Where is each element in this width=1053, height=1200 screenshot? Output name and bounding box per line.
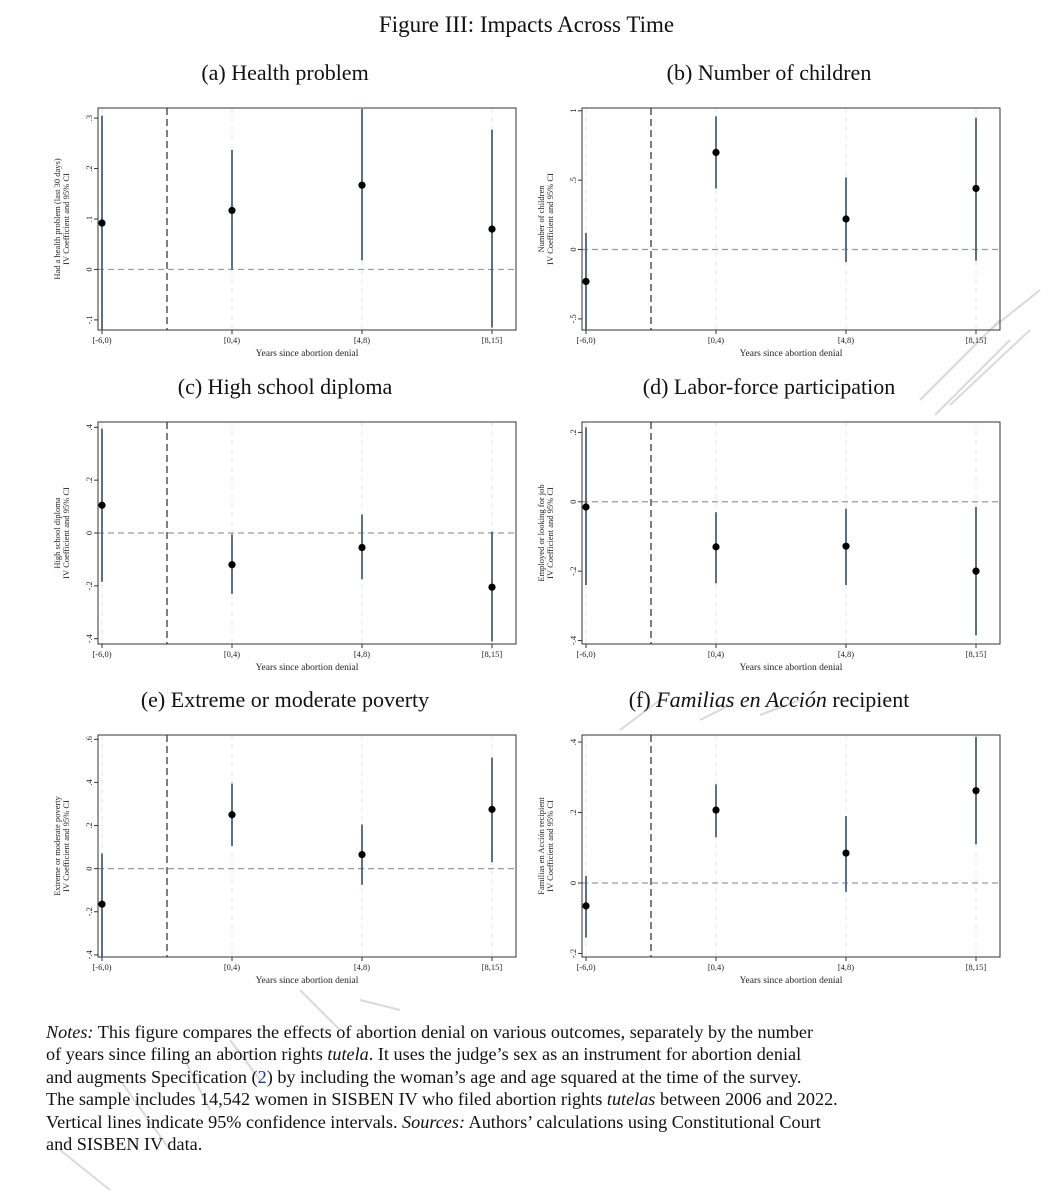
- y-tick-label: 1: [568, 108, 578, 113]
- y-axis-title: IV Coefficient and 95% CI: [545, 173, 555, 265]
- y-tick-label: -.4: [568, 635, 578, 646]
- point-estimate: [98, 502, 105, 509]
- panel-a: [40, 60, 530, 360]
- y-tick-label: 0: [568, 499, 578, 504]
- point-estimate: [842, 849, 849, 856]
- x-tick-label: [8,15]: [481, 649, 503, 659]
- point-estimate: [842, 215, 849, 222]
- point-estimate: [488, 225, 495, 232]
- x-tick-label: [0,4): [223, 335, 241, 345]
- y-tick-label: 0: [568, 247, 578, 252]
- x-tick-label: [8,15]: [965, 335, 987, 345]
- panel-title: (f) Familias en Acción recipient: [628, 687, 910, 712]
- y-tick-label: .5: [568, 176, 578, 184]
- x-tick-label: [8,15]: [965, 962, 987, 972]
- point-estimate: [228, 811, 235, 818]
- x-tick-label: [-6,0): [576, 649, 596, 659]
- y-tick-label: .2: [568, 809, 578, 816]
- point-estimate: [972, 568, 979, 575]
- y-tick-label: -.4: [84, 634, 94, 644]
- x-tick-label: [8,15]: [481, 335, 503, 345]
- chart-svg: [524, 374, 1014, 674]
- y-tick-label: .1: [84, 215, 94, 223]
- x-tick-label: [-6,0): [92, 335, 112, 345]
- panel-e: [40, 687, 530, 987]
- y-tick-label: 0: [568, 880, 578, 886]
- chart-svg: [40, 60, 530, 360]
- panel-title: (b) Number of children: [666, 60, 872, 85]
- x-axis-title: Years since abortion denial: [739, 976, 843, 986]
- y-axis-title: IV Coefficient and 95% CI: [61, 173, 71, 265]
- x-tick-label: [0,4): [707, 335, 725, 345]
- figure-notes: Notes: This figure compares the effects of abortion denial on various outcomes, separately by the number of years since filing an abortion rights tutela. It uses the judge’s sex as an instrument for abortion denial and augments Specification (2) by including the woman’s age and age squared at the time of the survey. The sample includes 14,542 women in SISBEN IV who filed abortion rights tutelas between 2006 and 2022. Vertical lines indicate 95% confidence intervals. Sources: Authors’ calculations using Constitutional Court and SISBEN IV data.: [46, 1022, 838, 1155]
- y-tick-label: .2: [568, 429, 578, 436]
- point-estimate: [228, 561, 235, 568]
- point-estimate: [582, 503, 589, 510]
- y-tick-label: -.2: [84, 907, 94, 917]
- y-tick-label: .2: [84, 476, 94, 484]
- point-estimate: [712, 543, 719, 550]
- figure-title: Figure III: Impacts Across Time: [378, 12, 675, 37]
- y-tick-label: -.5: [568, 314, 578, 324]
- y-tick-label: -.4: [84, 950, 94, 960]
- y-tick-label: 0: [84, 866, 94, 871]
- point-estimate: [582, 902, 589, 909]
- plot-frame: [98, 108, 516, 330]
- x-tick-label: [-6,0): [92, 649, 112, 659]
- chart-svg: [40, 374, 530, 674]
- y-tick-label: .4: [84, 779, 94, 786]
- point-estimate: [712, 806, 719, 813]
- point-estimate: [972, 787, 979, 794]
- x-tick-label: [4,8): [837, 962, 855, 972]
- x-tick-label: [4,8): [353, 649, 371, 659]
- point-estimate: [98, 901, 105, 908]
- point-estimate: [358, 182, 365, 189]
- y-axis-title: Extreme or moderate poverty: [52, 796, 62, 896]
- y-tick-label: .3: [84, 114, 94, 122]
- y-tick-label: 0: [84, 267, 94, 272]
- y-tick-label: .2: [84, 165, 94, 172]
- chart-svg: [40, 687, 530, 987]
- x-tick-label: [-6,0): [92, 962, 112, 972]
- y-axis-title: High school diploma: [52, 497, 62, 569]
- point-estimate: [228, 207, 235, 214]
- y-tick-label: -.1: [84, 315, 94, 325]
- x-axis-title: Years since abortion denial: [739, 349, 843, 359]
- x-tick-label: [-6,0): [576, 335, 596, 345]
- x-tick-label: [-6,0): [576, 962, 596, 972]
- x-tick-label: [4,8): [837, 649, 855, 659]
- x-axis-title: Years since abortion denial: [255, 976, 359, 986]
- y-axis-title: Had a health problem (last 30 days): [52, 158, 62, 280]
- point-estimate: [488, 806, 495, 813]
- panel-d: [524, 374, 1014, 674]
- y-axis-title: Employed or looking for job: [536, 484, 546, 582]
- sources-label: Sources:: [402, 1111, 466, 1132]
- panel-b: [524, 60, 1014, 360]
- plot-frame: [582, 108, 1000, 330]
- y-axis-title: IV Coefficient and 95% CI: [61, 800, 71, 892]
- point-estimate: [358, 851, 365, 858]
- point-estimate: [712, 149, 719, 156]
- point-estimate: [98, 219, 105, 226]
- x-tick-label: [8,15]: [965, 649, 987, 659]
- plot-frame: [98, 735, 516, 957]
- plot-frame: [582, 422, 1000, 644]
- x-axis-title: Years since abortion denial: [255, 349, 359, 359]
- panel-title: (e) Extreme or moderate poverty: [140, 687, 430, 712]
- y-axis-title: IV Coefficient and 95% CI: [61, 487, 71, 579]
- plot-frame: [582, 735, 1000, 957]
- x-tick-label: [4,8): [837, 335, 855, 345]
- y-tick-label: -.2: [568, 566, 578, 576]
- point-estimate: [842, 543, 849, 550]
- y-tick-label: .2: [84, 822, 94, 829]
- point-estimate: [488, 584, 495, 591]
- point-estimate: [972, 185, 979, 192]
- y-tick-label: .4: [84, 424, 94, 431]
- y-tick-label: 0: [84, 530, 94, 536]
- x-axis-title: Years since abortion denial: [739, 663, 843, 673]
- panel-f: [524, 687, 1014, 987]
- x-axis-title: Years since abortion denial: [255, 663, 359, 673]
- point-estimate: [582, 278, 589, 285]
- y-tick-label: -.2: [84, 581, 94, 591]
- panel-title: (d) Labor-force participation: [642, 374, 896, 399]
- y-axis-title: IV Coefficient and 95% CI: [545, 800, 555, 892]
- x-tick-label: [0,4): [707, 649, 725, 659]
- y-tick-label: -.2: [568, 948, 578, 959]
- panel-title: (c) High school diploma: [177, 374, 393, 399]
- x-tick-label: [4,8): [353, 335, 371, 345]
- x-tick-label: [8,15]: [481, 962, 503, 972]
- chart-svg: [524, 687, 1014, 987]
- x-tick-label: [0,4): [223, 962, 241, 972]
- x-tick-label: [0,4): [707, 962, 725, 972]
- specification-ref-link[interactable]: 2: [257, 1066, 267, 1087]
- chart-svg: [524, 60, 1014, 360]
- x-tick-label: [0,4): [223, 649, 241, 659]
- notes-label: Notes:: [46, 1022, 94, 1042]
- y-tick-label: .4: [568, 738, 578, 746]
- y-tick-label: .6: [84, 736, 94, 743]
- panel-c: [40, 374, 530, 674]
- point-estimate: [358, 544, 365, 551]
- y-axis-title: Number of children: [536, 185, 546, 253]
- y-axis-title: Familias en Acción recipient: [536, 797, 546, 895]
- x-tick-label: [4,8): [353, 962, 371, 972]
- y-axis-title: IV Coefficient and 95% CI: [545, 487, 555, 579]
- panel-title: (a) Health problem: [201, 60, 369, 85]
